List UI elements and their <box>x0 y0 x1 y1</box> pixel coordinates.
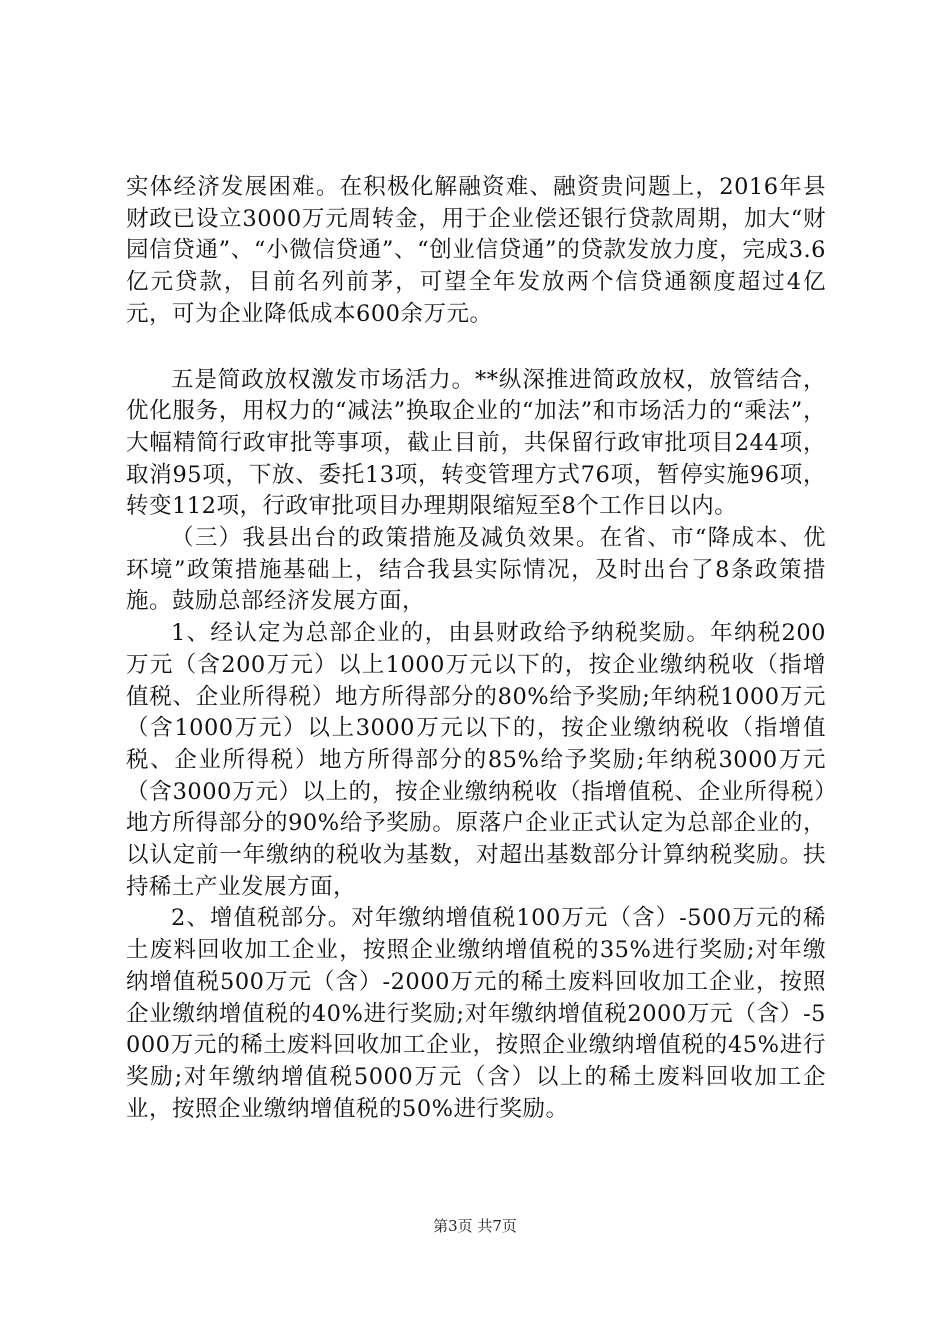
paragraph-policy-measures: （三）我县出台的政策措施及减负效果。在省、市“降成本、优环境”政策措施基础上，结合我县实际情况，及时出台了8条政策措施。鼓励总部经济发展方面， <box>126 525 826 615</box>
page-number-footer: 第3页 共7页 <box>433 1217 517 1235</box>
paragraph-headquarters-tax-reward: 1、经认定为总部企业的，由县财政给予纳税奖励。年纳税200万元（含200万元）以上1000万元以下的，按企业缴纳税收（指增值税、企业所得税）地方所得部分的80%给予奖励;年纳税1000万元（含1000万元）以上3000万元以下的，按企业缴纳税收（指增值税、企业所得税）地方所得部分的85%给予奖励;年纳税3000万元（含3000万元）以上的，按企业缴纳税收（指增值税、企业所得税）地方所得部分的90%给予奖励。原落户企业正式认定为总部企业的，以认定前一年缴纳的税收为基数，对超出基数部分计算纳税奖励。扶持稀土产业发展方面， <box>126 620 826 900</box>
paragraph-streamlining-administration: 五是简政放权激发市场活力。**纵深推进简政放权，放管结合，优化服务，用权力的“减法”换取企业的“加法”和市场活力的“乘法”，大幅精简行政审批等事项，截止目前，共保留行政审批项目244项，取消95项，下放、委托13项，转变管理方式76项，暂停实施96项，转变112项，行政审批项目办理期限缩短至8个工作日以内。 <box>126 366 826 520</box>
paragraph-financing: 实体经济发展困难。在积极化解融资难、融资贵问题上，2016年县财政已设立3000万元周转金，用于企业偿还银行贷款周期，加大“财园信贷通”、“小微信贷通”、“创业信贷通”的贷款发放力度，完成3.6亿元贷款，目前名列前茅，可望全年发放两个信贷通额度超过4亿元，可为企业降低成本600余万元。 <box>126 174 826 327</box>
document-body <box>126 172 826 1125</box>
paragraph-vat-reward: 2、增值税部分。对年缴纳增值税100万元（含）-500万元的稀土废料回收加工企业，按照企业缴纳增值税的35%进行奖励;对年缴纳增值税500万元（含）-2000万元的稀土废料回收加工企业，按照企业缴纳增值税的40%进行奖励;对年缴纳增值税2000万元（含）-5000万元的稀土废料回收加工企业，按照企业缴纳增值税的45%进行奖励;对年缴纳增值税5000万元（含）以上的稀土废料回收加工企业，按照企业缴纳增值税的50%进行奖励。 <box>126 905 826 1122</box>
